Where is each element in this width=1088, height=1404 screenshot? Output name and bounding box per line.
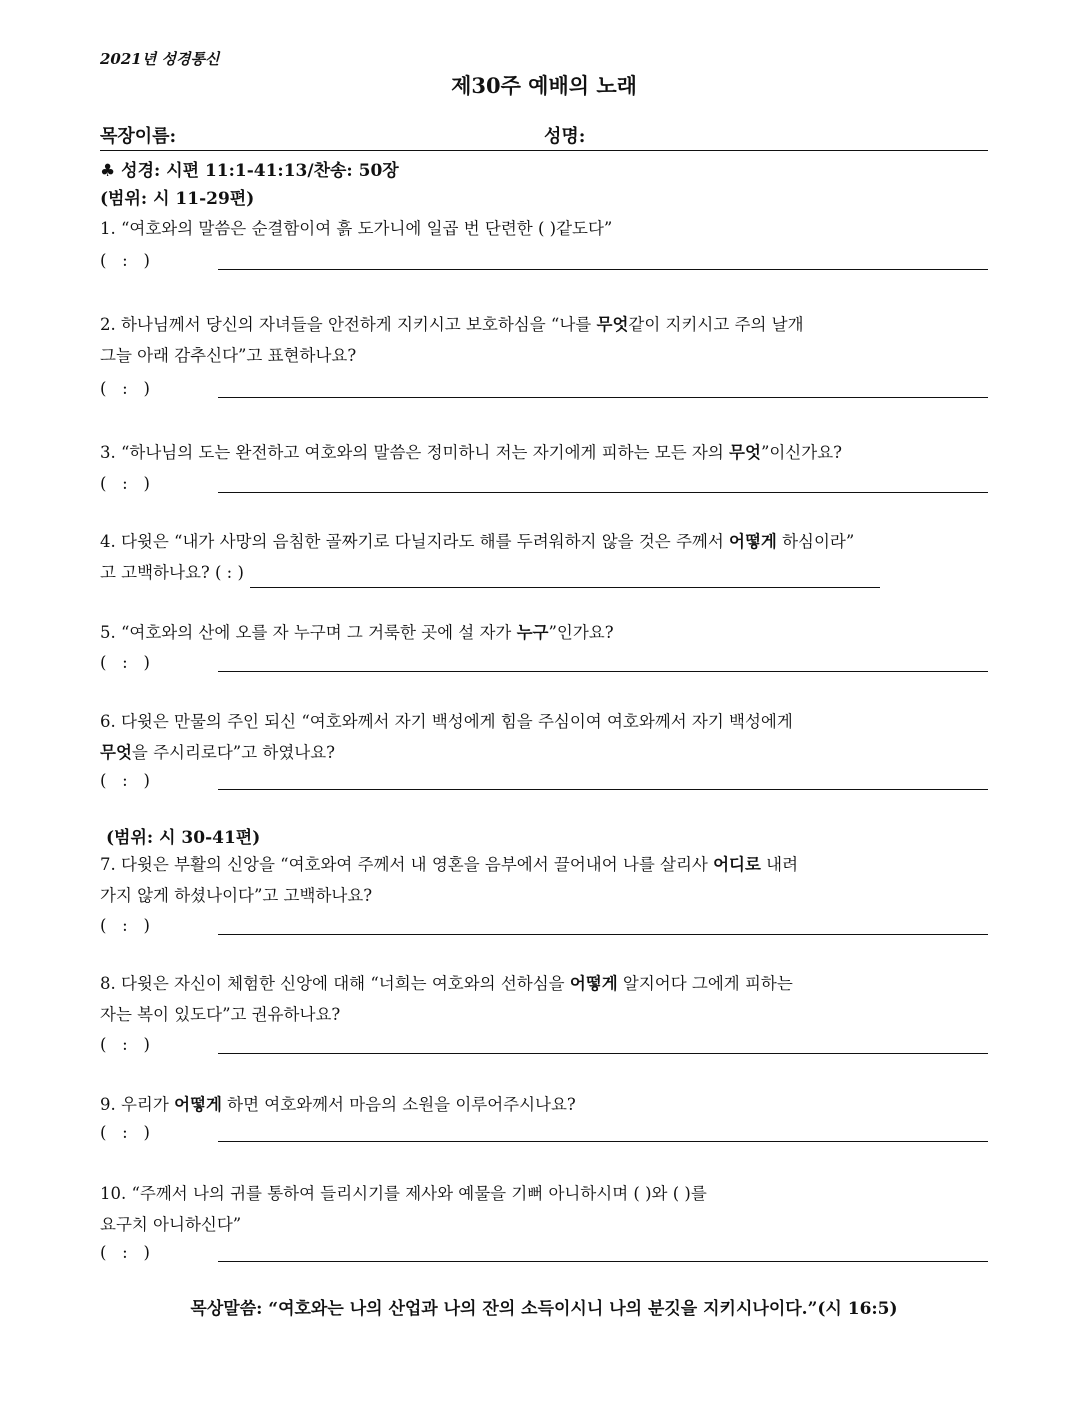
answer-1-reference: ( : ) xyxy=(100,251,150,270)
question-6-line-1: 6. 다윗은 만물의 주인 되신 “여호와께서 자기 백성에게 힘을 주심이여 여호와께서 자기 백성에게 xyxy=(100,712,793,731)
question-1-line-1: 1. “여호와의 말씀은 순결함이여 흙 도가니에 일곱 번 단련한 ( )같도다” xyxy=(100,219,613,238)
question-2-line-2: 그늘 아래 감추신다”고 표현하나요? xyxy=(100,346,357,365)
answer-5[interactable] xyxy=(100,650,988,672)
answer-9[interactable] xyxy=(100,1120,988,1142)
question-8-line-2: 자는 복이 있도다”고 권유하나요? xyxy=(100,1005,341,1024)
question-9 xyxy=(100,1089,988,1120)
page-title: 제30주 예배의 노래 xyxy=(451,73,637,98)
answer-2[interactable] xyxy=(100,376,988,398)
question-9-line-1: 9. 우리가 어떻게 하면 여호와께서 마음의 소원을 이루어주시나요? xyxy=(100,1095,576,1114)
answer-7[interactable] xyxy=(100,913,988,935)
question-7 xyxy=(100,849,988,911)
answer-9-reference: ( : ) xyxy=(100,1123,150,1142)
answer-3-reference: ( : ) xyxy=(100,474,150,493)
answer-2-line[interactable] xyxy=(218,397,988,398)
answer-10-line[interactable] xyxy=(218,1261,988,1262)
question-8-line-1: 8. 다윗은 자신이 체험한 신앙에 대해 “너희는 여호와의 선하심을 어떻게 알지어다 그에게 피하는 xyxy=(100,974,793,993)
group-name-label: 목장이름: xyxy=(100,126,177,147)
question-4-line-1: 4. 다윗은 “내가 사망의 음침한 골짜기로 다닐지라도 해를 두려워하지 않을 것은 주께서 어떻게 하심이라” xyxy=(100,532,855,551)
answer-4-line[interactable] xyxy=(250,567,880,588)
answer-10[interactable] xyxy=(100,1240,988,1262)
answer-6-reference: ( : ) xyxy=(100,771,150,790)
answer-3[interactable] xyxy=(100,471,988,493)
question-3-line-1: 3. “하나님의 도는 완전하고 여호와의 말씀은 정미하니 저는 자기에게 피하는 모든 자의 무엇”이신가요? xyxy=(100,443,842,462)
answer-6[interactable] xyxy=(100,768,988,790)
range-2: (범위: 시 30-41편) xyxy=(106,828,261,848)
answer-5-line[interactable] xyxy=(218,671,988,672)
name-fields-line xyxy=(100,126,988,151)
question-2-line-1: 2. 하나님께서 당신의 자녀들을 안전하게 지키시고 보호하심을 “나를 무엇같이 지키시고 주의 날개 xyxy=(100,315,804,334)
answer-5-reference: ( : ) xyxy=(100,653,150,672)
answer-1[interactable] xyxy=(100,248,988,270)
question-1 xyxy=(100,213,988,244)
question-2 xyxy=(100,309,988,371)
answer-6-line[interactable] xyxy=(218,789,988,790)
question-6 xyxy=(100,706,988,768)
question-5-line-1: 5. “여호와의 산에 오를 자 누구며 그 거룩한 곳에 설 자가 누구”인가요? xyxy=(100,623,614,642)
answer-9-line[interactable] xyxy=(218,1141,988,1142)
question-5 xyxy=(100,617,988,648)
header-year: 2021년 성경통신 xyxy=(100,50,220,68)
question-6-line-2: 무엇을 주시리로다”고 하였나요? xyxy=(100,743,335,762)
question-7-line-1: 7. 다윗은 부활의 신앙을 “여호와여 주께서 내 영혼을 음부에서 끌어내어 나를 살리사 어디로 내려 xyxy=(100,855,799,874)
answer-3-line[interactable] xyxy=(218,492,988,493)
range-1: (범위: 시 11-29편) xyxy=(100,189,255,209)
answer-8[interactable] xyxy=(100,1032,988,1054)
scripture-line: ♣ 성경: 시편 11:1-41:13/찬송: 50장 xyxy=(100,161,399,181)
answer-8-reference: ( : ) xyxy=(100,1035,150,1054)
answer-2-reference: ( : ) xyxy=(100,379,150,398)
answer-8-line[interactable] xyxy=(218,1053,988,1054)
question-8 xyxy=(100,968,988,1030)
question-10 xyxy=(100,1178,988,1240)
answer-7-reference: ( : ) xyxy=(100,916,150,935)
answer-7-line[interactable] xyxy=(218,934,988,935)
question-10-line-2: 요구치 아니하신다” xyxy=(100,1215,242,1234)
question-4-line-2: 고 고백하나요? ( : ) xyxy=(100,557,988,588)
question-3 xyxy=(100,437,988,468)
question-10-line-1: 10. “주께서 나의 귀를 통하여 들리시기를 제사와 예물을 기뻐 아니하시며 ( )와 ( )를 xyxy=(100,1184,707,1203)
answer-10-reference: ( : ) xyxy=(100,1243,150,1262)
person-name-label: 성명: xyxy=(544,126,586,147)
question-4 xyxy=(100,526,988,588)
memory-verse: 목상말씀: “여호와는 나의 산업과 나의 잔의 소득이시니 나의 분깃을 지키시나이다.”(시 16:5) xyxy=(190,1299,898,1319)
question-7-line-2: 가지 않게 하셨나이다”고 고백하나요? xyxy=(100,886,373,905)
answer-1-line[interactable] xyxy=(218,269,988,270)
